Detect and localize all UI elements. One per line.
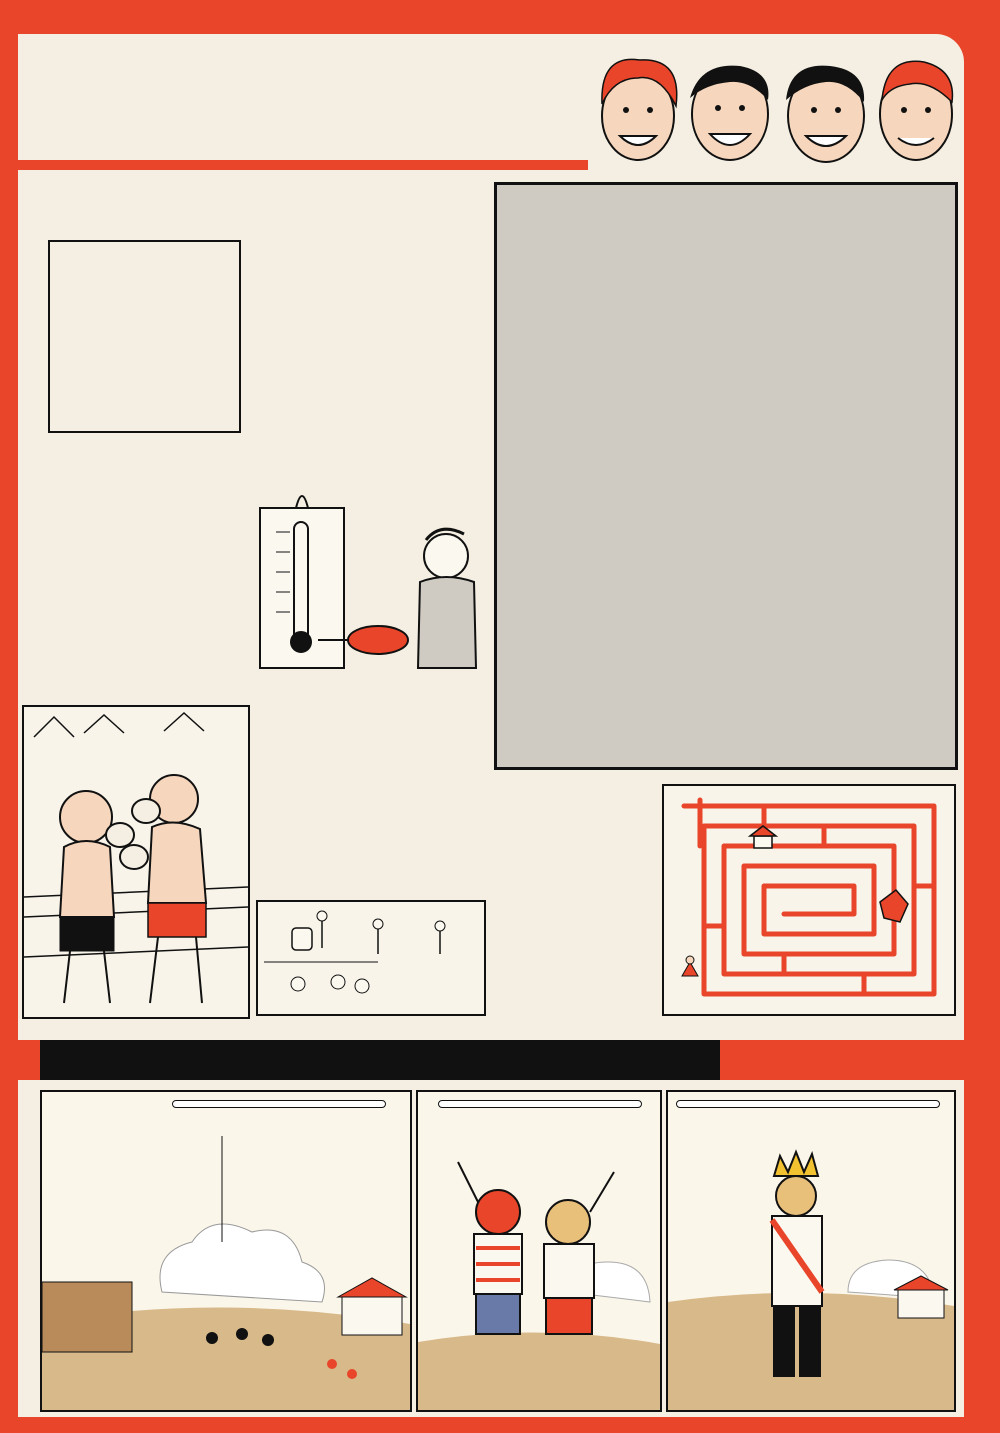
speech-bubble-3 (676, 1100, 940, 1108)
panel-1-drawing (42, 1092, 410, 1410)
page-headline (32, 40, 587, 150)
comic-panel-2 (416, 1090, 662, 1412)
souffler-text-part1 (256, 228, 480, 232)
boxers-drawing (24, 707, 248, 1017)
maze-puzzle[interactable] (662, 784, 956, 1016)
panel-2-drawing (418, 1092, 660, 1410)
headline-rule (18, 160, 588, 170)
side-banner-strip (964, 34, 1000, 1417)
speech-bubble-2 (438, 1100, 642, 1108)
boxing-illustration (22, 705, 250, 1019)
children-faces-illustration (590, 44, 960, 174)
speech-bubble-1 (172, 1100, 386, 1108)
maze-drawing (664, 786, 954, 1014)
souffler-text-part2 (256, 688, 480, 692)
top-banner-strip (0, 0, 1000, 34)
rebus-puzzle (256, 900, 486, 1016)
crossword-grid[interactable] (48, 240, 241, 433)
panel-3-drawing (668, 1092, 954, 1410)
comic-panel-3 (666, 1090, 956, 1412)
rebus-drawing (258, 902, 484, 1014)
weekly-test-box (494, 182, 958, 770)
test-intro (521, 283, 935, 285)
crossword-clues (30, 460, 245, 464)
thermometer-bellows-illustration (256, 482, 480, 682)
comic-panel-1 (40, 1090, 412, 1412)
riri-title (40, 1040, 720, 1080)
